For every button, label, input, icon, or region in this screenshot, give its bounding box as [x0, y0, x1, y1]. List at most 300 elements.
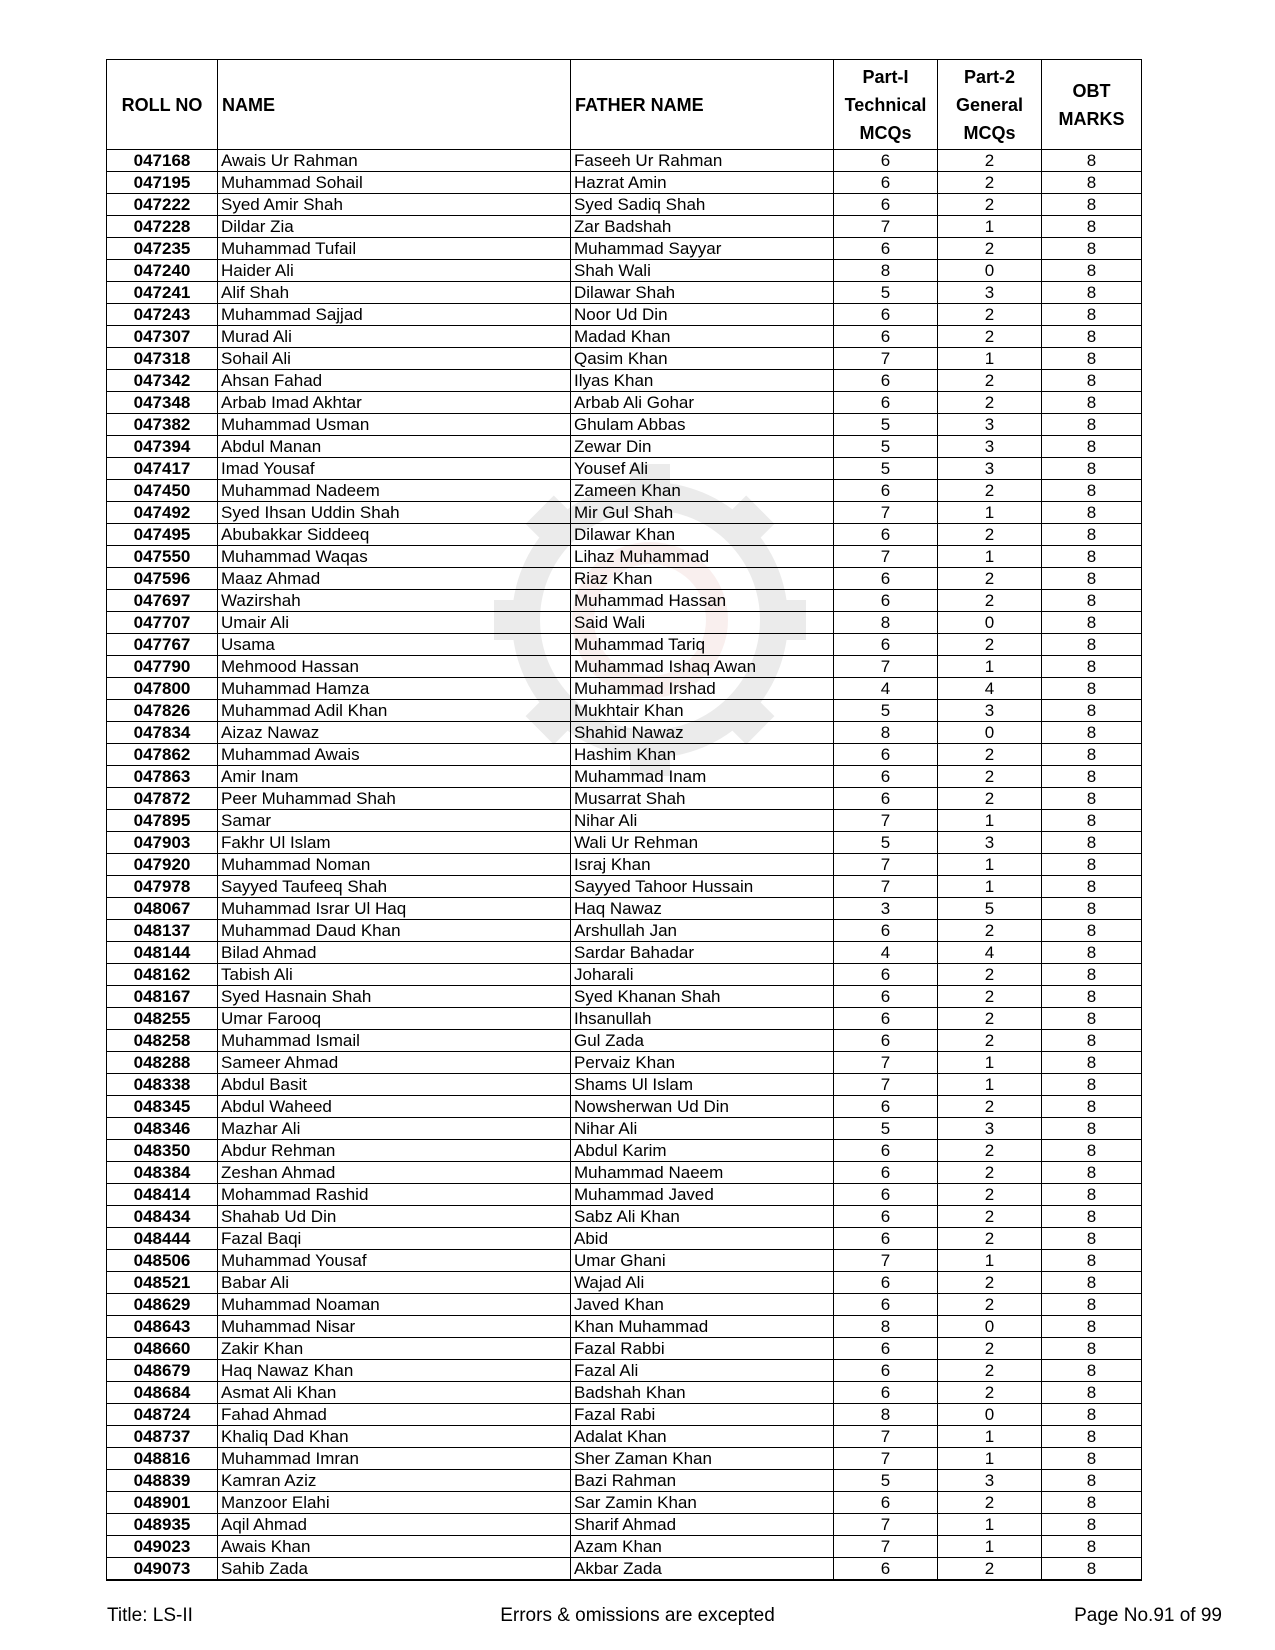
part1-marks-cell: 5 — [834, 1470, 938, 1492]
obt-marks-cell: 8 — [1042, 1184, 1142, 1206]
obt-marks-cell: 8 — [1042, 1492, 1142, 1514]
roll-no-cell: 048255 — [107, 1008, 218, 1030]
father-name-cell: Shams Ul Islam — [571, 1074, 834, 1096]
part1-marks-cell: 3 — [834, 898, 938, 920]
name-cell: Usama — [218, 634, 571, 656]
roll-no-cell: 047342 — [107, 370, 218, 392]
name-cell: Muhammad Yousaf — [218, 1250, 571, 1272]
father-name-cell: Fazal Rabbi — [571, 1338, 834, 1360]
table-row — [107, 524, 1142, 546]
obt-marks-cell: 8 — [1042, 1052, 1142, 1074]
part1-marks-cell: 7 — [834, 546, 938, 568]
obt-marks-cell: 8 — [1042, 1294, 1142, 1316]
table-row — [107, 1074, 1142, 1096]
table-row — [107, 1382, 1142, 1404]
roll-no-cell: 047707 — [107, 612, 218, 634]
part1-marks-cell: 8 — [834, 722, 938, 744]
roll-no-cell: 048506 — [107, 1250, 218, 1272]
part2-marks-cell: 2 — [938, 326, 1042, 348]
part1-marks-cell: 4 — [834, 678, 938, 700]
roll-no-cell: 048258 — [107, 1030, 218, 1052]
part2-marks-cell: 1 — [938, 876, 1042, 898]
table-row — [107, 722, 1142, 744]
obt-marks-cell: 8 — [1042, 854, 1142, 876]
part1-marks-cell: 6 — [834, 480, 938, 502]
roll-no-cell: 047495 — [107, 524, 218, 546]
part2-marks-cell: 1 — [938, 546, 1042, 568]
roll-no-cell: 047235 — [107, 238, 218, 260]
obt-marks-cell: 8 — [1042, 920, 1142, 942]
part1-marks-cell: 7 — [834, 1052, 938, 1074]
part1-marks-cell: 6 — [834, 1030, 938, 1052]
part1-marks-cell: 6 — [834, 766, 938, 788]
name-cell: Abdul Basit — [218, 1074, 571, 1096]
header-part1-line: MCQs — [859, 122, 912, 143]
part1-marks-cell: 6 — [834, 634, 938, 656]
obt-marks-cell: 8 — [1042, 1206, 1142, 1228]
part1-marks-cell: 7 — [834, 1250, 938, 1272]
roll-no-cell: 048338 — [107, 1074, 218, 1096]
part1-marks-cell: 7 — [834, 1426, 938, 1448]
header-obt-marks — [1042, 60, 1142, 150]
part2-marks-cell: 1 — [938, 1448, 1042, 1470]
roll-no-cell: 048346 — [107, 1118, 218, 1140]
roll-no-cell: 047240 — [107, 260, 218, 282]
table-row — [107, 480, 1142, 502]
father-name-cell: Pervaiz Khan — [571, 1052, 834, 1074]
part2-marks-cell: 1 — [938, 1536, 1042, 1558]
part2-marks-cell: 1 — [938, 1514, 1042, 1536]
part1-marks-cell: 6 — [834, 326, 938, 348]
roll-no-cell: 048521 — [107, 1272, 218, 1294]
father-name-cell: Mir Gul Shah — [571, 502, 834, 524]
obt-marks-cell: 8 — [1042, 172, 1142, 194]
father-name-cell: Sardar Bahadar — [571, 942, 834, 964]
table-row — [107, 1096, 1142, 1118]
roll-no-cell: 048901 — [107, 1492, 218, 1514]
table-row — [107, 546, 1142, 568]
part2-marks-cell: 2 — [938, 920, 1042, 942]
name-cell: Mehmood Hassan — [218, 656, 571, 678]
table-row — [107, 832, 1142, 854]
results-table — [106, 59, 1142, 1581]
roll-no-cell: 048345 — [107, 1096, 218, 1118]
part2-marks-cell: 2 — [938, 392, 1042, 414]
father-name-cell: Haq Nawaz — [571, 898, 834, 920]
part1-marks-cell: 7 — [834, 1074, 938, 1096]
part1-marks-cell: 7 — [834, 502, 938, 524]
part1-marks-cell: 5 — [834, 700, 938, 722]
part2-marks-cell: 2 — [938, 766, 1042, 788]
table-row — [107, 700, 1142, 722]
roll-no-cell: 048414 — [107, 1184, 218, 1206]
father-name-cell: Wali Ur Rehman — [571, 832, 834, 854]
father-name-cell: Nihar Ali — [571, 810, 834, 832]
table-row — [107, 1360, 1142, 1382]
obt-marks-cell: 8 — [1042, 810, 1142, 832]
part1-marks-cell: 6 — [834, 392, 938, 414]
part1-marks-cell: 8 — [834, 1404, 938, 1426]
part2-marks-cell: 3 — [938, 414, 1042, 436]
obt-marks-cell: 8 — [1042, 1272, 1142, 1294]
obt-marks-cell: 8 — [1042, 524, 1142, 546]
part1-marks-cell: 6 — [834, 1558, 938, 1581]
part1-marks-cell: 6 — [834, 1162, 938, 1184]
part1-marks-cell: 8 — [834, 1316, 938, 1338]
part2-marks-cell: 3 — [938, 436, 1042, 458]
table-row — [107, 1008, 1142, 1030]
part2-marks-cell: 2 — [938, 150, 1042, 172]
table-row — [107, 1272, 1142, 1294]
name-cell: Aqil Ahmad — [218, 1514, 571, 1536]
part2-marks-cell: 0 — [938, 1404, 1042, 1426]
part1-marks-cell: 6 — [834, 920, 938, 942]
table-row — [107, 854, 1142, 876]
obt-marks-cell: 8 — [1042, 656, 1142, 678]
name-cell: Muhammad Ismail — [218, 1030, 571, 1052]
header-row — [107, 60, 1142, 150]
part1-marks-cell: 6 — [834, 1140, 938, 1162]
part2-marks-cell: 1 — [938, 854, 1042, 876]
table-row — [107, 590, 1142, 612]
name-cell: Syed Amir Shah — [218, 194, 571, 216]
part2-marks-cell: 2 — [938, 590, 1042, 612]
obt-marks-cell: 8 — [1042, 1250, 1142, 1272]
father-name-cell: Qasim Khan — [571, 348, 834, 370]
table-row — [107, 1426, 1142, 1448]
name-cell: Wazirshah — [218, 590, 571, 612]
part2-marks-cell: 3 — [938, 1470, 1042, 1492]
roll-no-cell: 049023 — [107, 1536, 218, 1558]
part1-marks-cell: 6 — [834, 568, 938, 590]
part1-marks-cell: 6 — [834, 150, 938, 172]
name-cell: Muhammad Tufail — [218, 238, 571, 260]
part1-marks-cell: 6 — [834, 1228, 938, 1250]
table-row — [107, 788, 1142, 810]
table-row — [107, 612, 1142, 634]
part2-marks-cell: 2 — [938, 1206, 1042, 1228]
name-cell: Mazhar Ali — [218, 1118, 571, 1140]
name-cell: Zeshan Ahmad — [218, 1162, 571, 1184]
obt-marks-cell: 8 — [1042, 1360, 1142, 1382]
part2-marks-cell: 2 — [938, 1030, 1042, 1052]
part2-marks-cell: 2 — [938, 1294, 1042, 1316]
roll-no-cell: 047920 — [107, 854, 218, 876]
name-cell: Syed Ihsan Uddin Shah — [218, 502, 571, 524]
part2-marks-cell: 2 — [938, 1272, 1042, 1294]
part2-marks-cell: 1 — [938, 810, 1042, 832]
father-name-cell: Sabz Ali Khan — [571, 1206, 834, 1228]
name-cell: Zakir Khan — [218, 1338, 571, 1360]
obt-marks-cell: 8 — [1042, 1382, 1142, 1404]
roll-no-cell: 047348 — [107, 392, 218, 414]
table-row — [107, 1162, 1142, 1184]
name-cell: Sahib Zada — [218, 1558, 571, 1581]
part2-marks-cell: 2 — [938, 238, 1042, 260]
father-name-cell: Sayyed Tahoor Hussain — [571, 876, 834, 898]
obt-marks-cell: 8 — [1042, 942, 1142, 964]
name-cell: Umar Farooq — [218, 1008, 571, 1030]
father-name-cell: Nihar Ali — [571, 1118, 834, 1140]
table-row — [107, 1118, 1142, 1140]
part1-marks-cell: 6 — [834, 964, 938, 986]
father-name-cell: Muhammad Naeem — [571, 1162, 834, 1184]
part2-marks-cell: 2 — [938, 304, 1042, 326]
name-cell: Fahad Ahmad — [218, 1404, 571, 1426]
name-cell: Muhammad Israr Ul Haq — [218, 898, 571, 920]
part1-marks-cell: 6 — [834, 1382, 938, 1404]
name-cell: Sameer Ahmad — [218, 1052, 571, 1074]
table-row — [107, 898, 1142, 920]
father-name-cell: Israj Khan — [571, 854, 834, 876]
part1-marks-cell: 5 — [834, 282, 938, 304]
obt-marks-cell: 8 — [1042, 700, 1142, 722]
name-cell: Khaliq Dad Khan — [218, 1426, 571, 1448]
name-cell: Umair Ali — [218, 612, 571, 634]
father-name-cell: Muhammad Tariq — [571, 634, 834, 656]
table-row — [107, 1470, 1142, 1492]
father-name-cell: Hashim Khan — [571, 744, 834, 766]
roll-no-cell: 048350 — [107, 1140, 218, 1162]
obt-marks-cell: 8 — [1042, 590, 1142, 612]
father-name-cell: Sher Zaman Khan — [571, 1448, 834, 1470]
table-row — [107, 392, 1142, 414]
name-cell: Sohail Ali — [218, 348, 571, 370]
table-row — [107, 1250, 1142, 1272]
part2-marks-cell: 1 — [938, 502, 1042, 524]
obt-marks-cell: 8 — [1042, 1316, 1142, 1338]
part2-marks-cell: 2 — [938, 744, 1042, 766]
father-name-cell: Akbar Zada — [571, 1558, 834, 1581]
table-row — [107, 1294, 1142, 1316]
name-cell: Syed Hasnain Shah — [218, 986, 571, 1008]
part1-marks-cell: 6 — [834, 1492, 938, 1514]
part1-marks-cell: 7 — [834, 1514, 938, 1536]
obt-marks-cell: 8 — [1042, 1338, 1142, 1360]
father-name-cell: Muhammad Javed — [571, 1184, 834, 1206]
part1-marks-cell: 7 — [834, 1448, 938, 1470]
obt-marks-cell: 8 — [1042, 1140, 1142, 1162]
name-cell: Shahab Ud Din — [218, 1206, 571, 1228]
name-cell: Amir Inam — [218, 766, 571, 788]
part2-marks-cell: 3 — [938, 700, 1042, 722]
roll-no-cell: 047417 — [107, 458, 218, 480]
part2-marks-cell: 2 — [938, 1096, 1042, 1118]
part2-marks-cell: 3 — [938, 1118, 1042, 1140]
table-row — [107, 1228, 1142, 1250]
roll-no-cell: 049073 — [107, 1558, 218, 1581]
name-cell: Tabish Ali — [218, 964, 571, 986]
name-cell: Fazal Baqi — [218, 1228, 571, 1250]
obt-marks-cell: 8 — [1042, 898, 1142, 920]
part2-marks-cell: 0 — [938, 612, 1042, 634]
name-cell: Muhammad Noman — [218, 854, 571, 876]
table-row — [107, 150, 1142, 172]
obt-marks-cell: 8 — [1042, 436, 1142, 458]
obt-marks-cell: 8 — [1042, 678, 1142, 700]
part2-marks-cell: 2 — [938, 964, 1042, 986]
father-name-cell: Arshullah Jan — [571, 920, 834, 942]
roll-no-cell: 047790 — [107, 656, 218, 678]
part1-marks-cell: 7 — [834, 656, 938, 678]
part1-marks-cell: 6 — [834, 194, 938, 216]
header-part2-line: Part-2 — [963, 66, 1016, 87]
name-cell: Abdul Manan — [218, 436, 571, 458]
roll-no-cell: 048737 — [107, 1426, 218, 1448]
footer-disclaimer: Errors & omissions are excepted — [500, 1605, 775, 1626]
table-row — [107, 304, 1142, 326]
table-row — [107, 942, 1142, 964]
father-name-cell: Noor Ud Din — [571, 304, 834, 326]
obt-marks-cell: 8 — [1042, 568, 1142, 590]
part1-marks-cell: 6 — [834, 238, 938, 260]
father-name-cell: Umar Ghani — [571, 1250, 834, 1272]
name-cell: Babar Ali — [218, 1272, 571, 1294]
name-cell: Abubakkar Siddeeq — [218, 524, 571, 546]
part1-marks-cell: 6 — [834, 986, 938, 1008]
table-row — [107, 1338, 1142, 1360]
father-name-cell: Badshah Khan — [571, 1382, 834, 1404]
roll-no-cell: 047800 — [107, 678, 218, 700]
part2-marks-cell: 4 — [938, 678, 1042, 700]
part2-marks-cell: 0 — [938, 722, 1042, 744]
roll-no-cell: 048384 — [107, 1162, 218, 1184]
roll-no-cell: 047228 — [107, 216, 218, 238]
obt-marks-cell: 8 — [1042, 1030, 1142, 1052]
obt-marks-cell: 8 — [1042, 480, 1142, 502]
part2-marks-cell: 2 — [938, 568, 1042, 590]
father-name-cell: Madad Khan — [571, 326, 834, 348]
header-father-name: FATHER NAME — [571, 60, 834, 150]
table-row — [107, 634, 1142, 656]
table-row — [107, 348, 1142, 370]
part2-marks-cell: 2 — [938, 1360, 1042, 1382]
table-row — [107, 1140, 1142, 1162]
father-name-cell: Yousef Ali — [571, 458, 834, 480]
name-cell: Abdul Waheed — [218, 1096, 571, 1118]
obt-marks-cell: 8 — [1042, 392, 1142, 414]
obt-marks-cell: 8 — [1042, 348, 1142, 370]
father-name-cell: Abdul Karim — [571, 1140, 834, 1162]
obt-marks-cell: 8 — [1042, 326, 1142, 348]
table-row — [107, 678, 1142, 700]
table-row — [107, 1316, 1142, 1338]
roll-no-cell: 048816 — [107, 1448, 218, 1470]
father-name-cell: Hazrat Amin — [571, 172, 834, 194]
obt-marks-cell: 8 — [1042, 414, 1142, 436]
name-cell: Awais Ur Rahman — [218, 150, 571, 172]
obt-marks-cell: 8 — [1042, 1162, 1142, 1184]
father-name-cell: Musarrat Shah — [571, 788, 834, 810]
part1-marks-cell: 7 — [834, 216, 938, 238]
father-name-cell: Sharif Ahmad — [571, 1514, 834, 1536]
obt-marks-cell: 8 — [1042, 1470, 1142, 1492]
obt-marks-cell: 8 — [1042, 1448, 1142, 1470]
obt-marks-cell: 8 — [1042, 1008, 1142, 1030]
part1-marks-cell: 6 — [834, 1272, 938, 1294]
name-cell: Peer Muhammad Shah — [218, 788, 571, 810]
father-name-cell: Dilawar Shah — [571, 282, 834, 304]
obt-marks-cell: 8 — [1042, 766, 1142, 788]
part2-marks-cell: 2 — [938, 788, 1042, 810]
father-name-cell: Zar Badshah — [571, 216, 834, 238]
father-name-cell: Shah Wali — [571, 260, 834, 282]
name-cell: Fakhr Ul Islam — [218, 832, 571, 854]
table-row — [107, 436, 1142, 458]
part2-marks-cell: 0 — [938, 260, 1042, 282]
obt-marks-cell: 8 — [1042, 1404, 1142, 1426]
father-name-cell: Javed Khan — [571, 1294, 834, 1316]
part2-marks-cell: 1 — [938, 348, 1042, 370]
name-cell: Haq Nawaz Khan — [218, 1360, 571, 1382]
obt-marks-cell: 8 — [1042, 634, 1142, 656]
father-name-cell: Arbab Ali Gohar — [571, 392, 834, 414]
table-row — [107, 1492, 1142, 1514]
roll-no-cell: 047195 — [107, 172, 218, 194]
roll-no-cell: 047307 — [107, 326, 218, 348]
name-cell: Manzoor Elahi — [218, 1492, 571, 1514]
part2-marks-cell: 5 — [938, 898, 1042, 920]
name-cell: Dildar Zia — [218, 216, 571, 238]
roll-no-cell: 047222 — [107, 194, 218, 216]
table-row — [107, 1514, 1142, 1536]
roll-no-cell: 047697 — [107, 590, 218, 612]
father-name-cell: Sar Zamin Khan — [571, 1492, 834, 1514]
part1-marks-cell: 6 — [834, 788, 938, 810]
father-name-cell: Said Wali — [571, 612, 834, 634]
name-cell: Muhammad Nisar — [218, 1316, 571, 1338]
table-row — [107, 1558, 1142, 1581]
obt-marks-cell: 8 — [1042, 458, 1142, 480]
part1-marks-cell: 6 — [834, 744, 938, 766]
name-cell: Aizaz Nawaz — [218, 722, 571, 744]
roll-no-cell: 047382 — [107, 414, 218, 436]
roll-no-cell: 047895 — [107, 810, 218, 832]
table-row — [107, 920, 1142, 942]
part2-marks-cell: 2 — [938, 634, 1042, 656]
roll-no-cell: 048434 — [107, 1206, 218, 1228]
part2-marks-cell: 2 — [938, 194, 1042, 216]
father-name-cell: Wajad Ali — [571, 1272, 834, 1294]
name-cell: Awais Khan — [218, 1536, 571, 1558]
name-cell: Haider Ali — [218, 260, 571, 282]
obt-marks-cell: 8 — [1042, 1514, 1142, 1536]
table-row — [107, 216, 1142, 238]
part1-marks-cell: 6 — [834, 524, 938, 546]
part2-marks-cell: 4 — [938, 942, 1042, 964]
table-row — [107, 194, 1142, 216]
obt-marks-cell: 8 — [1042, 502, 1142, 524]
roll-no-cell: 048724 — [107, 1404, 218, 1426]
obt-marks-cell: 8 — [1042, 546, 1142, 568]
obt-marks-cell: 8 — [1042, 150, 1142, 172]
father-name-cell: Muhammad Hassan — [571, 590, 834, 612]
table-row — [107, 876, 1142, 898]
part2-marks-cell: 1 — [938, 1074, 1042, 1096]
roll-no-cell: 048067 — [107, 898, 218, 920]
father-name-cell: Khan Muhammad — [571, 1316, 834, 1338]
name-cell: Muhammad Awais — [218, 744, 571, 766]
header-part1-technical — [834, 60, 938, 150]
name-cell: Maaz Ahmad — [218, 568, 571, 590]
father-name-cell: Ihsanullah — [571, 1008, 834, 1030]
father-name-cell: Mukhtair Khan — [571, 700, 834, 722]
part2-marks-cell: 0 — [938, 1316, 1042, 1338]
part2-marks-cell: 2 — [938, 1228, 1042, 1250]
obt-marks-cell: 8 — [1042, 788, 1142, 810]
part1-marks-cell: 6 — [834, 1008, 938, 1030]
part1-marks-cell: 7 — [834, 348, 938, 370]
